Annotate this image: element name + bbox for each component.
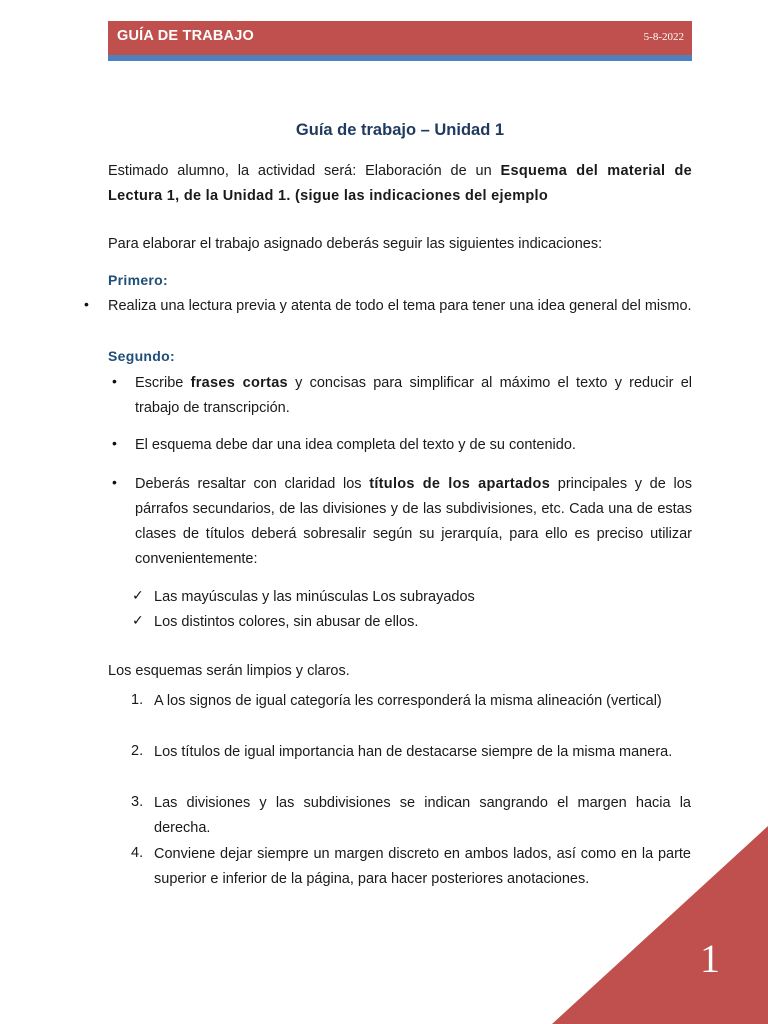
list-number: 1. [131, 692, 144, 708]
page-number: 1 [700, 936, 720, 981]
bullet-text: y concisas para simplificar al máximo el texto y reducir el trabajo de transcripción. [135, 375, 692, 416]
check-item-2: Los distintos colores, sin abusar de ellos. [154, 614, 419, 630]
intro-paragraph [108, 159, 692, 209]
numbered-item-4: Conviene dejar siempre un margen discreto en ambos lados, así como en la parte superior e inferior de la página, para hacer posteriores anotaciones. [154, 846, 691, 887]
bullet-dot: • [112, 373, 117, 389]
segundo-bullet-3 [135, 472, 692, 572]
list-number: 3. [131, 794, 144, 810]
list-number: 2. [131, 743, 144, 759]
checkmark-icon: ✓ [132, 612, 144, 628]
header-stripe [108, 55, 692, 61]
numbered-item-2: Los títulos de igual importancia han de destacarse siempre de la misma manera. [154, 744, 673, 760]
bullet-dot: • [112, 474, 117, 490]
intro-bold-text: Esquema del material de Lectura 1, de la Unidad 1. (sigue las indicaciones del ejemplo [108, 163, 692, 204]
bullet-text: El esquema debe dar una idea completa del texto y de su contenido. [135, 437, 576, 453]
check-item-1: Las mayúsculas y las minúsculas Los subrayados [154, 589, 475, 605]
document-title: Guía de trabajo – Unidad 1 [295, 121, 505, 139]
header-date: 5-8-2022 [643, 31, 684, 43]
segundo-bullet-2 [135, 433, 692, 458]
list-number: 4. [131, 845, 144, 861]
numbered-item-1: A los signos de igual categoría les corresponderá la misma alineación (vertical) [154, 693, 662, 709]
primero-heading: Primero: [108, 272, 168, 288]
bullet-dot: • [112, 435, 117, 451]
header-title: GUÍA DE TRABAJO [117, 28, 254, 44]
intro-text: Estimado alumno, la actividad será: Elaboración de un [108, 163, 501, 179]
bullet-text: principales y de los párrafos secundarios, de las divisiones y de las subdivisiones, etc. Cada una de estas clases de títulos deberá sobresalir según su jerarquía, para ello es preciso utilizar convenientemente: [135, 476, 693, 567]
instructions-lead: Para elaborar el trabajo asignado deberás seguir las siguientes indicaciones: [108, 236, 603, 252]
bullet-dot: • [84, 296, 89, 312]
segundo-bullet-1 [135, 371, 692, 421]
bullet-text: Escribe [135, 375, 191, 391]
segundo-heading: Segundo: [108, 348, 175, 364]
checkmark-icon: ✓ [132, 587, 144, 603]
bullet-bold-text: títulos de los apartados [369, 476, 551, 492]
bullet-text: Deberás resaltar con claridad los [135, 476, 370, 492]
bullet-bold-text: frases cortas [190, 375, 288, 391]
numbered-item-3: Las divisiones y las subdivisiones se indican sangrando el margen hacia la derecha. [154, 795, 691, 836]
closing-lead: Los esquemas serán limpios y claros. [108, 663, 350, 679]
primero-bullet-text: Realiza una lectura previa y atenta de todo el tema para tener una idea general del mismo. [108, 298, 692, 314]
